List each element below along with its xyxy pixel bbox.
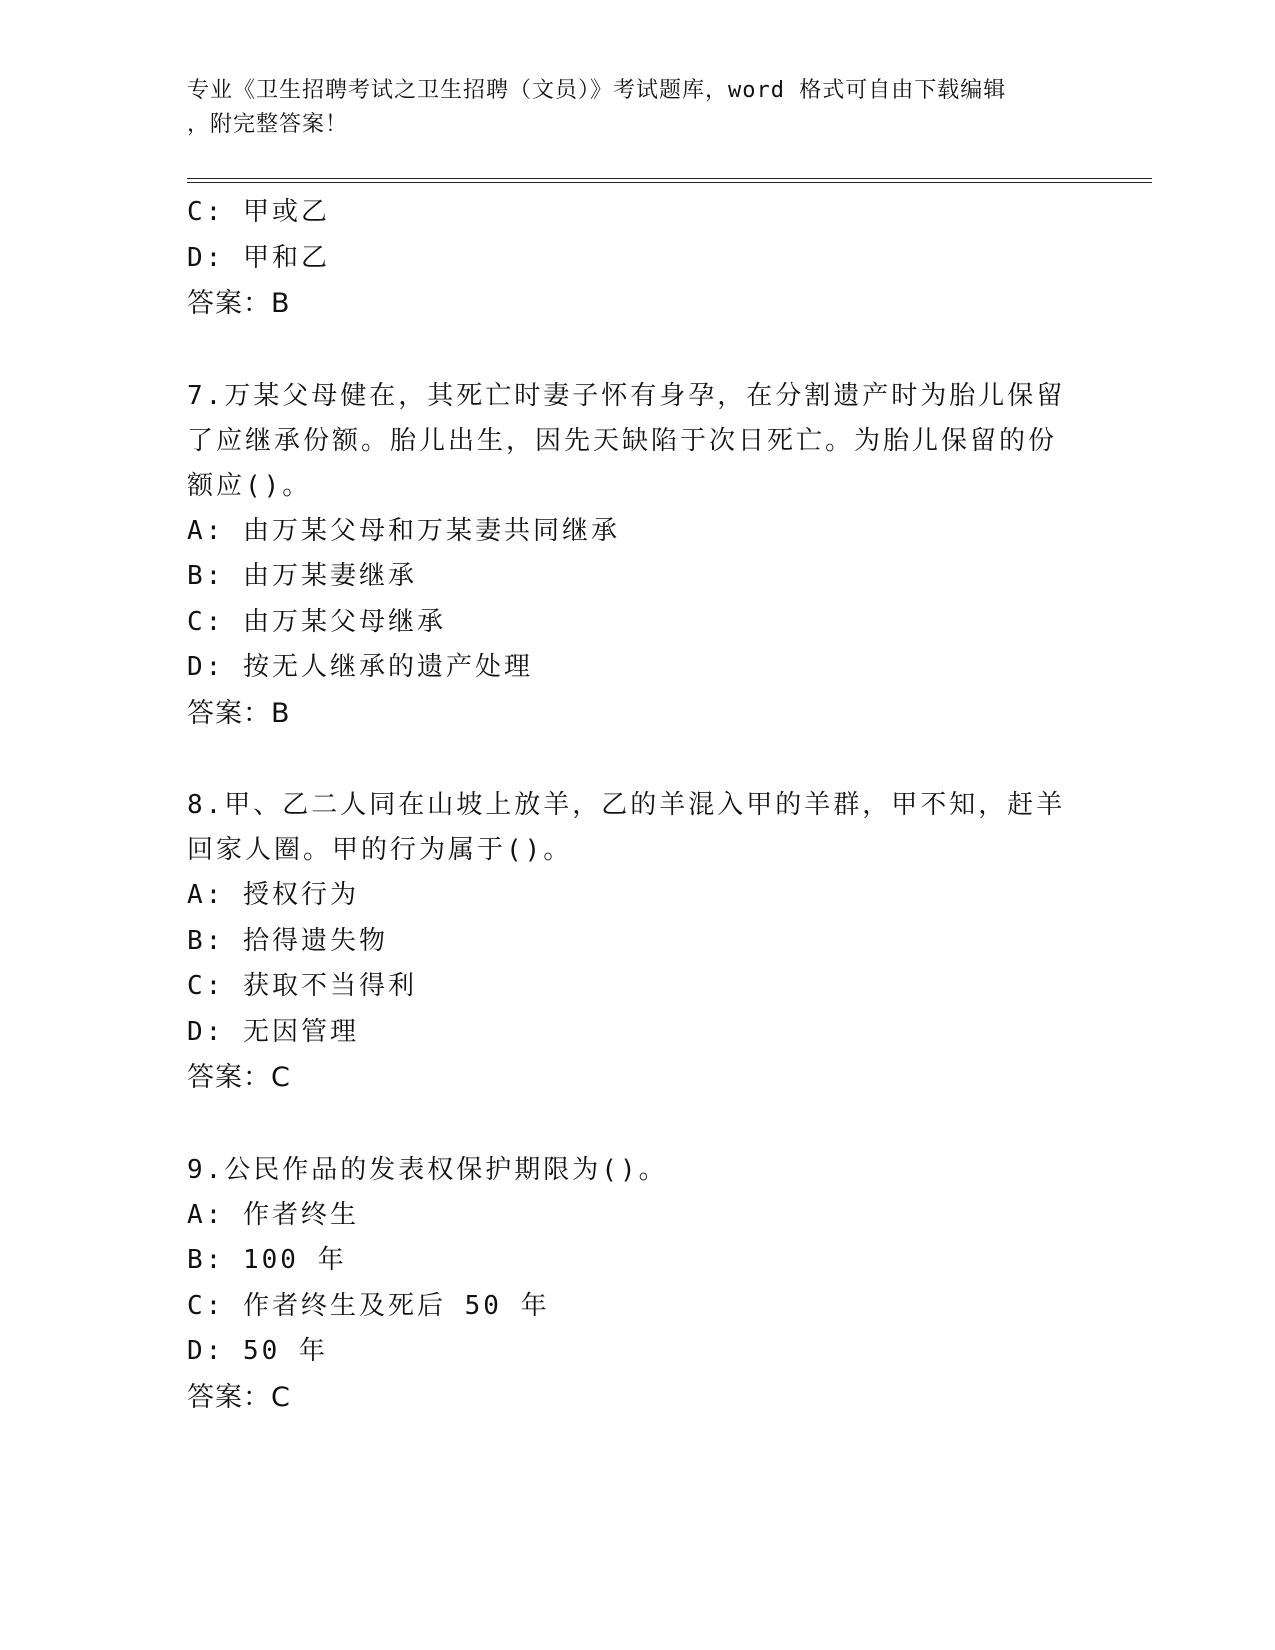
header-divider-bottom <box>187 182 1152 183</box>
header-divider-top <box>187 178 1152 179</box>
option-line: D: 无因管理 <box>187 1016 359 1047</box>
answer-line: 答案：B <box>187 697 291 729</box>
question-block-8 <box>187 783 1087 1101</box>
option-line: D: 50 年 <box>187 1336 328 1366</box>
option-line: D: 按无人继承的遗产处理 <box>187 652 533 682</box>
option-line: B: 拾得遗失物 <box>187 925 388 956</box>
option-line: A: 由万某父母和万某妻共同继承 <box>187 515 620 546</box>
answer-line: 答案：C <box>187 1381 291 1413</box>
question-list <box>187 190 1087 1420</box>
option-line: C: 由万某父母继承 <box>187 606 446 637</box>
question-block-9 <box>187 1148 1087 1421</box>
option-line: B: 100 年 <box>187 1245 347 1275</box>
question-text: 了应继承份额。胎儿出生，因先天缺陷于次日死亡。为胎儿保留的份 <box>187 425 1058 456</box>
option-line: D: 甲和乙 <box>187 242 330 273</box>
option-line: A: 授权行为 <box>187 880 359 910</box>
option-line: A: 作者终生 <box>187 1199 359 1230</box>
option-line: C: 获取不当得利 <box>187 971 417 1001</box>
question-text: 9.公民作品的发表权保护期限为()。 <box>187 1154 668 1185</box>
document-header <box>187 74 1067 142</box>
option-line: C: 作者终生及死后 50 年 <box>187 1290 550 1321</box>
question-block-7 <box>187 374 1087 737</box>
header-line-1: 专业《卫生招聘考试之卫生招聘（文员）》考试题库，word 格式可自由下载编辑 <box>187 78 1007 103</box>
option-line: B: 由万某妻继承 <box>187 561 417 591</box>
answer-line: 答案：B <box>187 288 291 319</box>
question-text: 回家人圈。甲的行为属于()。 <box>187 835 573 865</box>
question-text: 8.甲、乙二人同在山坡上放羊，乙的羊混入甲的羊群，甲不知，赶羊 <box>187 790 1066 820</box>
header-line-2: ，附完整答案！ <box>187 112 349 137</box>
option-line: C: 甲或乙 <box>187 197 330 227</box>
answer-line: 答案：C <box>187 1062 291 1093</box>
question-text: 7.万某父母健在，其死亡时妻子怀有身孕，在分割遗产时为胎儿保留 <box>187 380 1066 411</box>
question-text: 额应()。 <box>187 470 312 501</box>
